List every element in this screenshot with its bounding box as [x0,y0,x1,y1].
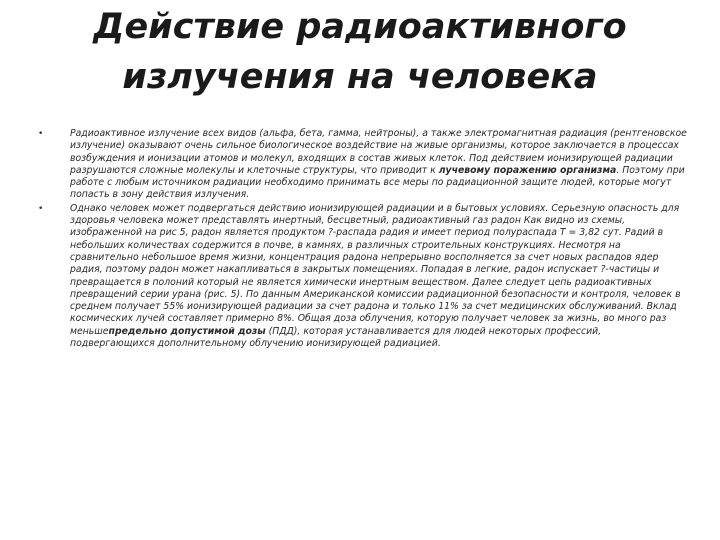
bullet-item-radon [38,203,688,351]
page-title [80,2,640,102]
bullet-icon: • [38,129,44,139]
bullet-list [38,128,688,350]
bullet-text-end: . Поэтому при работе с любым источником радиации необходимо принимать все меры по радиационной защите людей, которые могут попасть в зону действия излучения. [70,164,685,201]
bullet-text: Однако человек может подвергаться действию ионизирующей радиации и в бытовых условиях. Серьезную опасность для здоровья человека может представлять инертный, бесцветный, радиоактивный газ радон Как видно из схемы, изображенной на рис 5, радон является продуктом ?-распада радия и имеет период полураспада T = 3,82 сут. Радий в небольших количествах содержится в почве, в камнях, в различных строительных конструкциях. Несмотря на сравнительно небольшое время жизни, концентрация радона непрерывно восполняется за счет новых распадов ядер радия, поэтому радон может накапливаться в закрытых помещениях. Попадая в легкие, радон испускает ?-частицы и превращается в полоний который не является химически инертным веществом. Далее следует цепь радиоактивных превращений серии урана (рис. 5). По данным Американской комиссии радиационной безопасности и контроля, человек в среднем получает 55% ионизирующей радиации за счет радона и только 11% за счет медицинских обслуживаний. Вклад космических лучей составляет примерно 8%. Общая доза облучения, которую получает человек за жизнь, во много раз меньше [70,202,681,337]
bullet-text-end: (ПДД), которая устанавливается для людей некоторых профессий, подвергающихся дополнительному облучению ионизирующей радиацией. [70,325,602,350]
bullet-bold-text: лучевому поражению организма [438,164,617,176]
bullet-text: Радиоактивное излучение всех видов (альфа, бета, гамма, нейтроны), а также электромагнитная радиация (рентгеновское излучение) оказывают очень сильное биологическое воздействие на живые организмы, которое заключается в процессах возбуждения и ионизации атомов и молекул, входящих в состав живых клеток. Под действием ионизирующей радиации разрушаются сложные молекулы и клеточные структуры, что приводит к [70,128,687,176]
bullet-item-radiation-effects [38,128,688,202]
title-line-1: Действие радиоактивного [93,7,627,47]
bullet-bold-text: предельно допустимой дозы [108,325,266,337]
title-line-2: излучения на человека [122,57,598,97]
bullet-icon: • [38,203,44,214]
